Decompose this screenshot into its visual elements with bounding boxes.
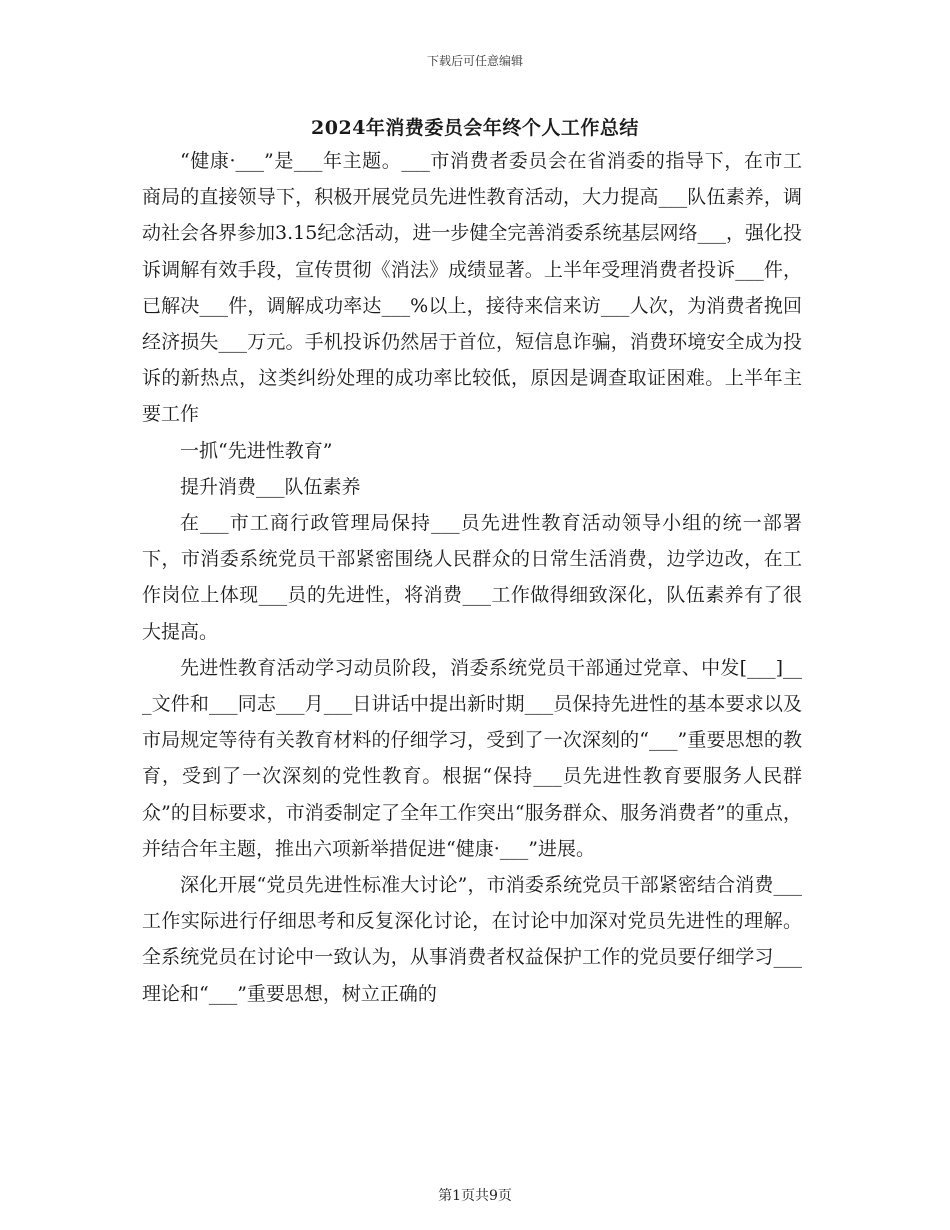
paragraph-study-phase: 先进性教育活动学习动员阶段，消委系统党员干部通过党章、中发[___]___文件和___同志___月___日讲话中提出新时期___员保持先进性的基本要求以及市局规定等待有关教育材料的仔细学习，受到了一次深刻的“___”重要思想的教育，受到了一次深刻的党性教育。根据“保持___员先进性教育要服务人民群众”的目标要求，市消委制定了全年工作突出“服务群众、服务消费者”的重点，并结合年主题，推出六项新举措促进“健康·___”进展。: [142, 656, 802, 860]
page-number: 第1页共9页: [438, 1188, 512, 1204]
document-body: [142, 143, 802, 1012]
section-heading-1: 一抓“先进性教育”: [180, 439, 333, 462]
document-title: 2024年消费委员会年终个人工作总结: [311, 117, 639, 139]
paragraph-intro: “健康·___”是___年主题。___市消费者委员会在省消委的指导下，在市工商局的直接领导下，积极开展党员先进性教育活动，大力提高___队伍素养，调动社会各界参加3.15纪念活动，进一步健全完善消委系统基层网络___，强化投诉调解有效手段，宣传贯彻《消法》成绩显著。上半年受理消费者投诉___件，已解决___件，调解成功率达___%以上，接待来信来访___人次，为消费者挽回经济损失___万元。手机投诉仍然居于首位，短信息诈骗，消费环境安全成为投诉的新热点，这类纠纷处理的成功率比较低，原因是调查取证困难。上半年主要工作: [142, 150, 802, 426]
paragraph-discussion: 深化开展“党员先进性标准大讨论”，市消委系统党员干部紧密结合消费___工作实际进行仔细思考和反复深化讨论，在讨论中加深对党员先进性的理解。全系统党员在讨论中一致认为，从事消费者权益保护工作的党员要仔细学习___理论和“___”重要思想，树立正确的: [142, 874, 802, 1005]
paragraph-deployment: 在___市工商行政管理局保持___员先进性教育活动领导小组的统一部署下，市消委系统党员干部紧密围绕人民群众的日常生活消费，边学边改，在工作岗位上体现___员的先进性，将消费___工作做得细致深化，队伍素养有了很大提高。: [142, 512, 802, 643]
section-subheading-1: 提升消费___队伍素养: [180, 475, 361, 498]
header-note: 下载后可任意编辑: [426, 54, 523, 68]
